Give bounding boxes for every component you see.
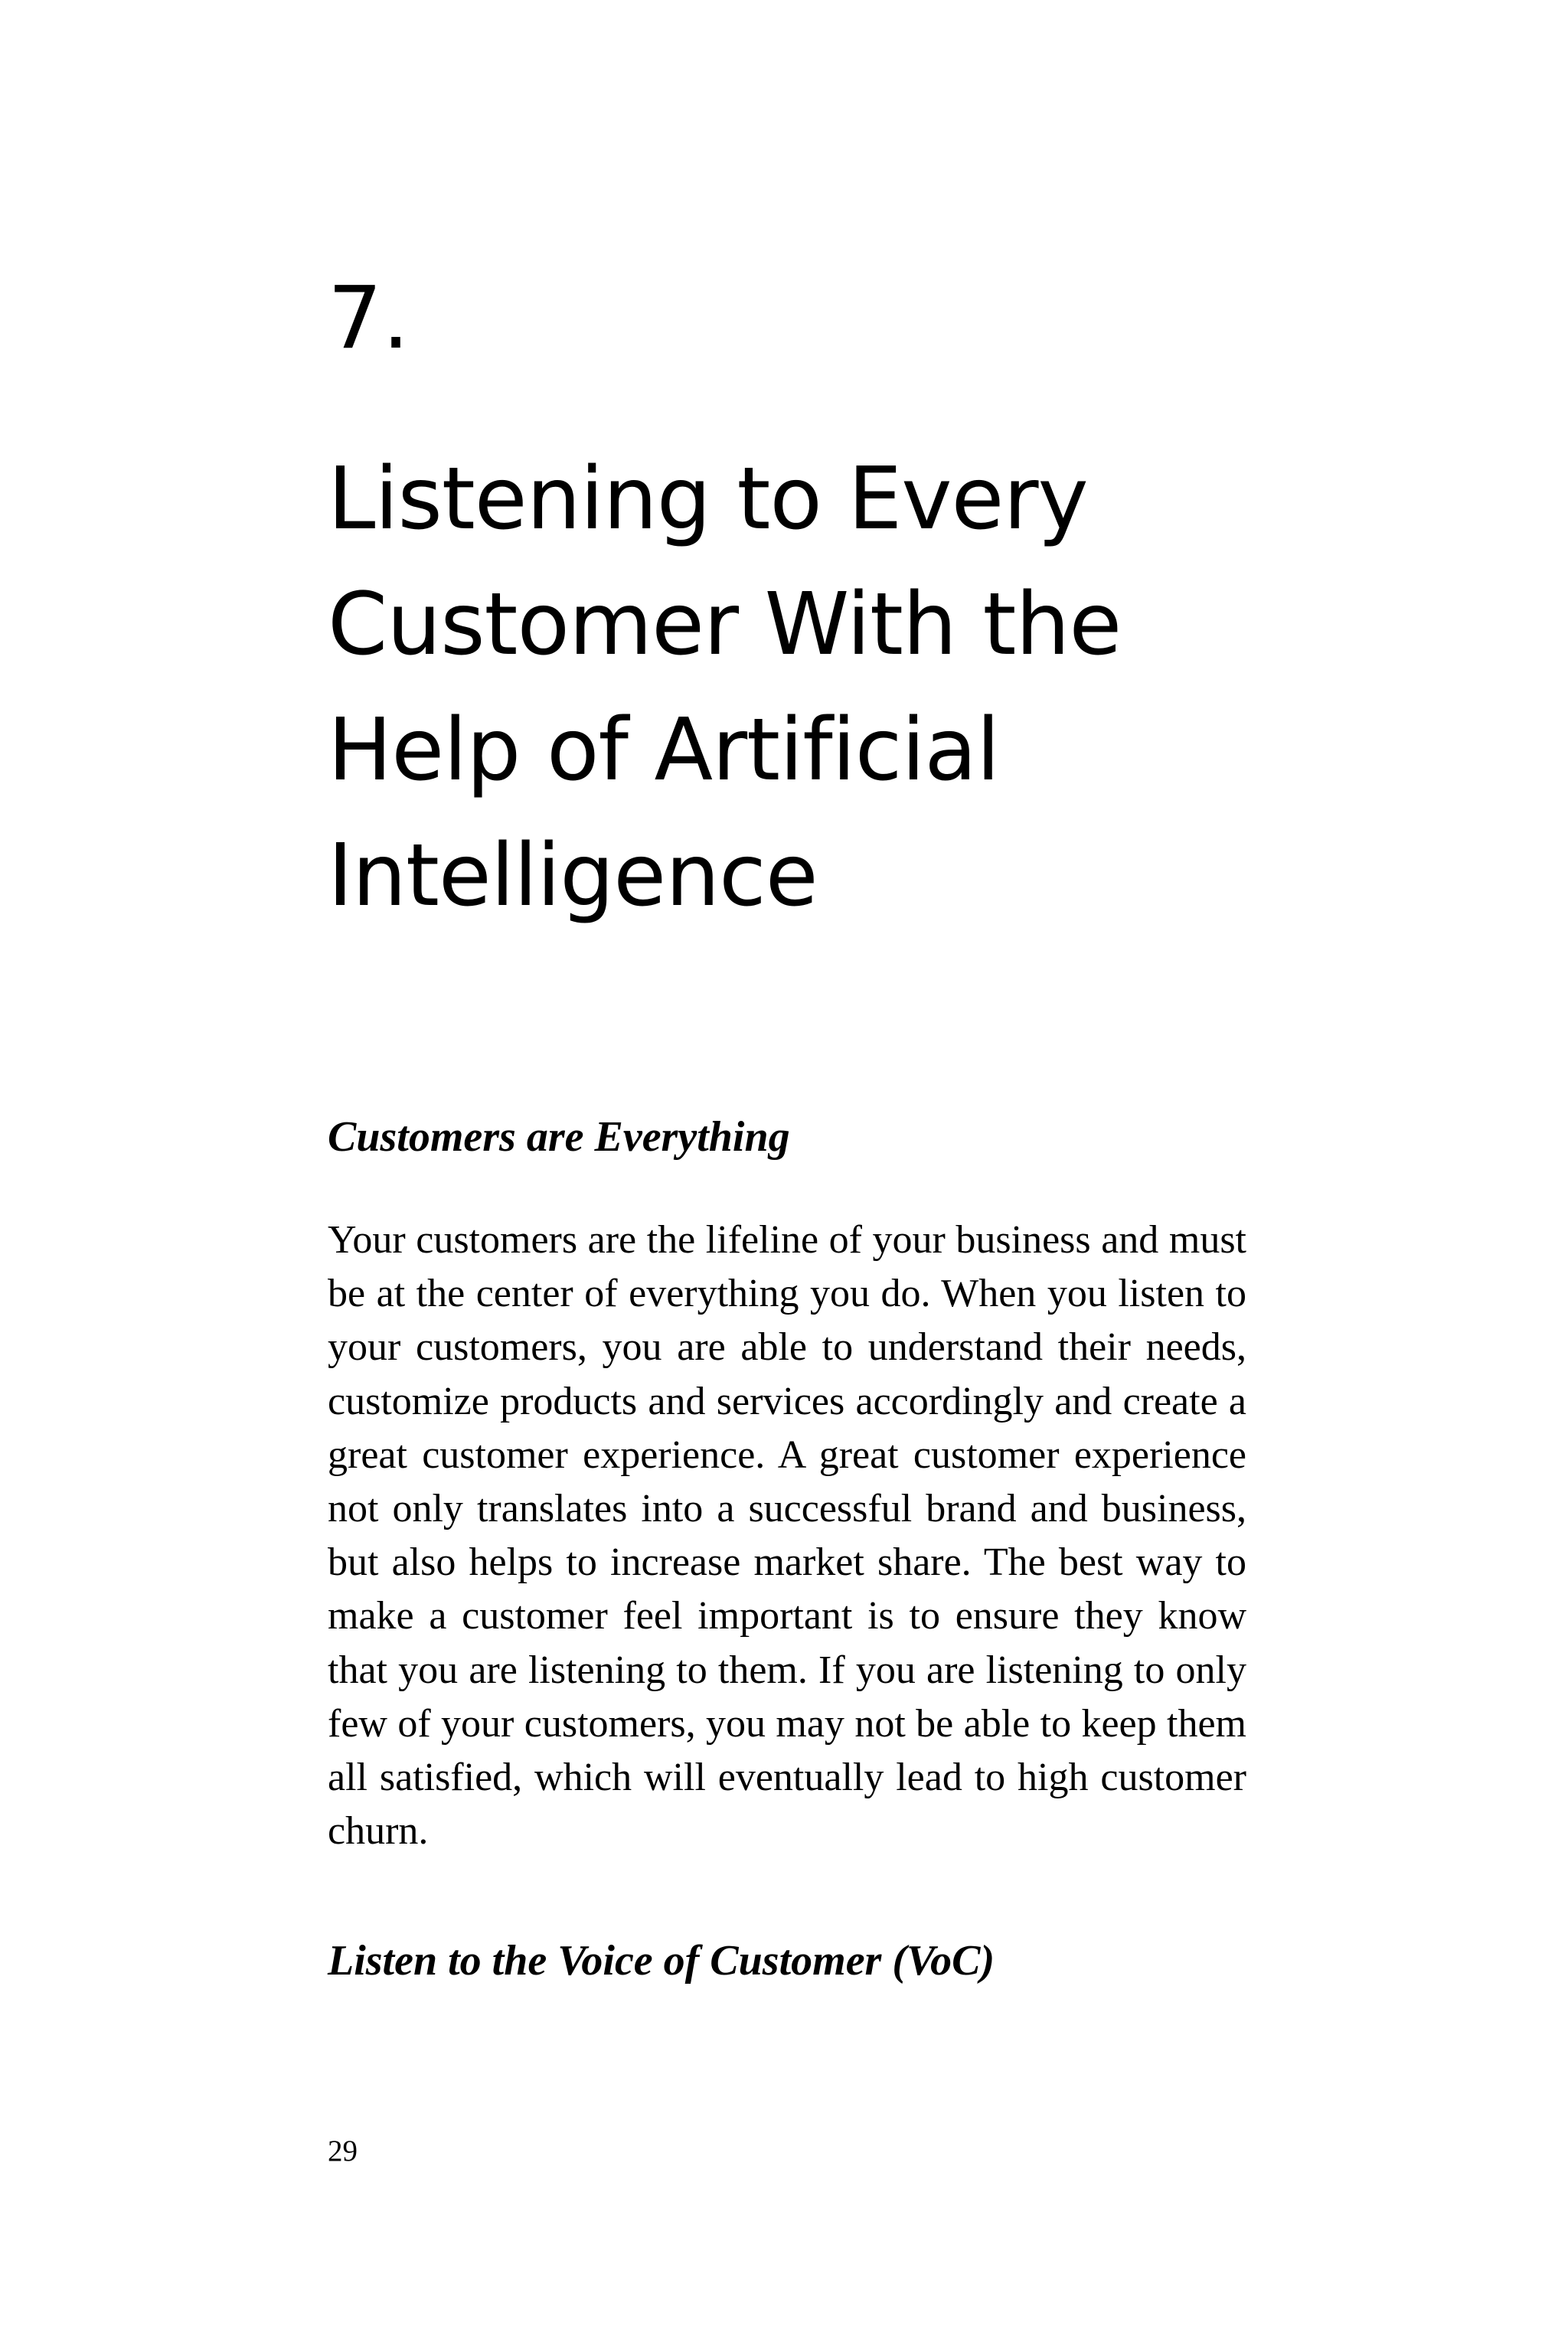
chapter-title-line: Intelligence — [328, 826, 818, 926]
page-number: 29 — [328, 2135, 358, 2167]
chapter-title-line: Help of Artificial — [328, 701, 1000, 800]
chapter-title — [328, 436, 1369, 939]
section-heading-customers-are-everything: Customers are Everything — [328, 1113, 790, 1161]
chapter-title-line: Customer With the — [328, 575, 1122, 675]
chapter-number: 7. — [328, 269, 410, 368]
chapter-title-line: Listening to Every — [328, 449, 1088, 549]
section-heading-voice-of-customer: Listen to the Voice of Customer (VoC) — [328, 1937, 995, 1984]
body-paragraph: Your customers are the lifeline of your business and must be at the center of everything you do. When you listen to your customers, you are able to understand their needs, customize products and services accordingly and create a great customer experience. A great customer experience not only translates into a successful brand and business, but also helps to increase market share. The best way to make a customer feel important is to ensure they know that you are listening to them. If you are listening to only few of your customers, you may not be able to keep them all satisfied, which will eventually lead to high customer churn. — [328, 1218, 1246, 1854]
